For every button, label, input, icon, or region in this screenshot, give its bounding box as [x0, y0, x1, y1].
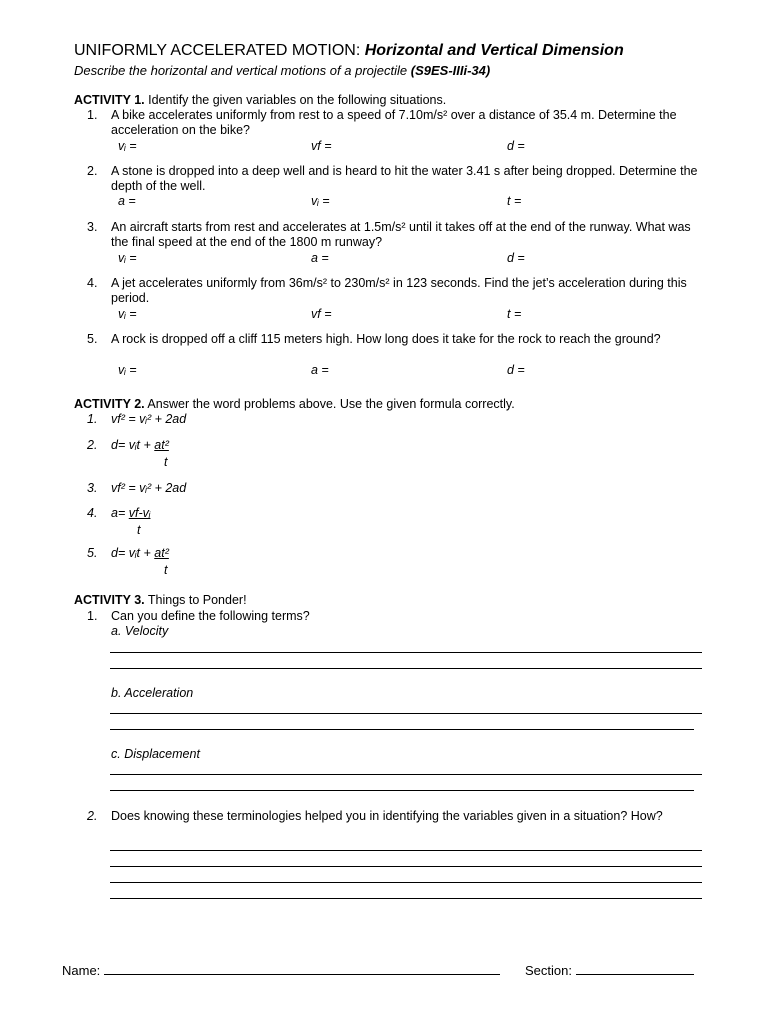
formula-denominator: t: [137, 523, 141, 537]
formula-lhs: a=: [111, 506, 126, 520]
variable-3: d =: [507, 139, 525, 153]
activity1-label: ACTIVITY 1.: [74, 93, 145, 107]
formula-denominator: t: [164, 455, 168, 469]
item-number: 3.: [87, 220, 98, 234]
variables-row: [118, 307, 618, 322]
formula-5: [111, 546, 169, 560]
item-number: 1.: [87, 108, 98, 122]
formula-number: 1.: [87, 412, 98, 426]
name-blank[interactable]: [104, 962, 500, 975]
item-number: 5.: [87, 332, 98, 346]
variables-row: [118, 363, 618, 378]
answer-line[interactable]: [110, 866, 702, 867]
activity2-heading: [74, 397, 515, 411]
variable-1: vᵢ =: [118, 139, 137, 153]
item-text: An aircraft starts from rest and accelerates at 1.5m/s² until it takes off at the end of the runway. What was the final speed at the end of the 1800 m runway?: [111, 220, 691, 249]
formula-numerator: vf-vᵢ: [128, 506, 151, 520]
question-number: 2.: [87, 809, 98, 823]
formula-1: vf² = vᵢ² + 2ad: [111, 412, 187, 426]
variables-row: [118, 194, 618, 209]
formula-denominator: t: [164, 563, 168, 577]
title-main: UNIFORMLY ACCELERATED MOTION:: [74, 42, 361, 59]
variable-3: d =: [507, 251, 525, 265]
formula-4: [111, 506, 150, 520]
name-field: [62, 962, 500, 978]
name-label: Name:: [62, 963, 101, 978]
variable-1: vᵢ =: [118, 307, 137, 321]
activity1-instruction: Identify the given variables on the following situations.: [148, 93, 447, 107]
formula-number: 4.: [87, 506, 98, 520]
item-text: A stone is dropped into a deep well and is heard to hit the water 3.41 s after being dropped. Determine the depth of the well.: [111, 164, 698, 193]
term-displacement: c. Displacement: [111, 747, 200, 761]
variable-3: d =: [507, 363, 525, 377]
activity3-instruction: Things to Ponder!: [147, 593, 247, 607]
variable-2: a =: [311, 251, 329, 265]
formula-number: 2.: [87, 438, 98, 452]
variable-2: vf =: [311, 307, 332, 321]
subtitle: [74, 63, 490, 78]
formula-lhs: d= vᵢt +: [111, 438, 151, 452]
answer-line[interactable]: [110, 898, 702, 899]
page-title: [74, 42, 624, 60]
answer-line[interactable]: [110, 790, 694, 791]
formula-numerator: at²: [154, 438, 169, 452]
formula-2: [111, 438, 169, 452]
variables-row: [118, 139, 618, 154]
variable-1: a =: [118, 194, 136, 208]
answer-line[interactable]: [110, 713, 702, 714]
subtitle-text: Describe the horizontal and vertical motions of a projectile: [74, 63, 408, 78]
variables-row: [118, 251, 618, 266]
formula-number: 3.: [87, 481, 98, 495]
section-field: [525, 962, 694, 978]
competency-code: (S9ES-IIIi-34): [410, 63, 491, 78]
question-number: 1.: [87, 609, 98, 623]
activity3-label: ACTIVITY 3.: [74, 593, 145, 607]
item-number: 4.: [87, 276, 98, 290]
variable-3: t =: [507, 307, 522, 321]
answer-line[interactable]: [110, 652, 702, 653]
variable-2: vf =: [311, 139, 332, 153]
item-text: A jet accelerates uniformly from 36m/s² to 230m/s² in 123 seconds. Find the jet’s acceleration during this period.: [111, 276, 687, 305]
variable-1: vᵢ =: [118, 251, 137, 265]
term-acceleration: b. Acceleration: [111, 686, 194, 700]
answer-line[interactable]: [110, 850, 702, 851]
answer-line[interactable]: [110, 774, 702, 775]
question-2: Does knowing these terminologies helped you in identifying the variables given in a situation? How?: [111, 809, 663, 823]
item-text: A bike accelerates uniformly from rest to a speed of 7.10m/s² over a distance of 35.4 m. Determine the acceleration on the bike?: [111, 108, 677, 137]
term-velocity: a. Velocity: [111, 624, 169, 638]
formula-number: 5.: [87, 546, 98, 560]
activity3-heading: [74, 593, 247, 607]
variable-2: a =: [311, 363, 329, 377]
section-label: Section:: [525, 963, 572, 978]
answer-line[interactable]: [110, 729, 694, 730]
answer-line[interactable]: [110, 882, 702, 883]
variable-3: t =: [507, 194, 522, 208]
activity1-heading: [74, 93, 446, 107]
item-text: A rock is dropped off a cliff 115 meters high. How long does it take for the rock to reach the ground?: [111, 332, 661, 346]
activity2-label: ACTIVITY 2.: [74, 397, 145, 411]
answer-line[interactable]: [110, 668, 702, 669]
activity2-instruction: Answer the word problems above. Use the given formula correctly.: [147, 397, 515, 411]
formula-lhs: d= vᵢt +: [111, 546, 151, 560]
title-sub: Horizontal and Vertical Dimension: [364, 42, 624, 59]
section-blank[interactable]: [576, 962, 694, 975]
formula-3: vf² = vᵢ² + 2ad: [111, 481, 187, 495]
formula-numerator: at²: [154, 546, 169, 560]
question-1: Can you define the following terms?: [111, 609, 310, 623]
variable-1: vᵢ =: [118, 363, 137, 377]
item-number: 2.: [87, 164, 98, 178]
variable-2: vᵢ =: [311, 194, 330, 208]
